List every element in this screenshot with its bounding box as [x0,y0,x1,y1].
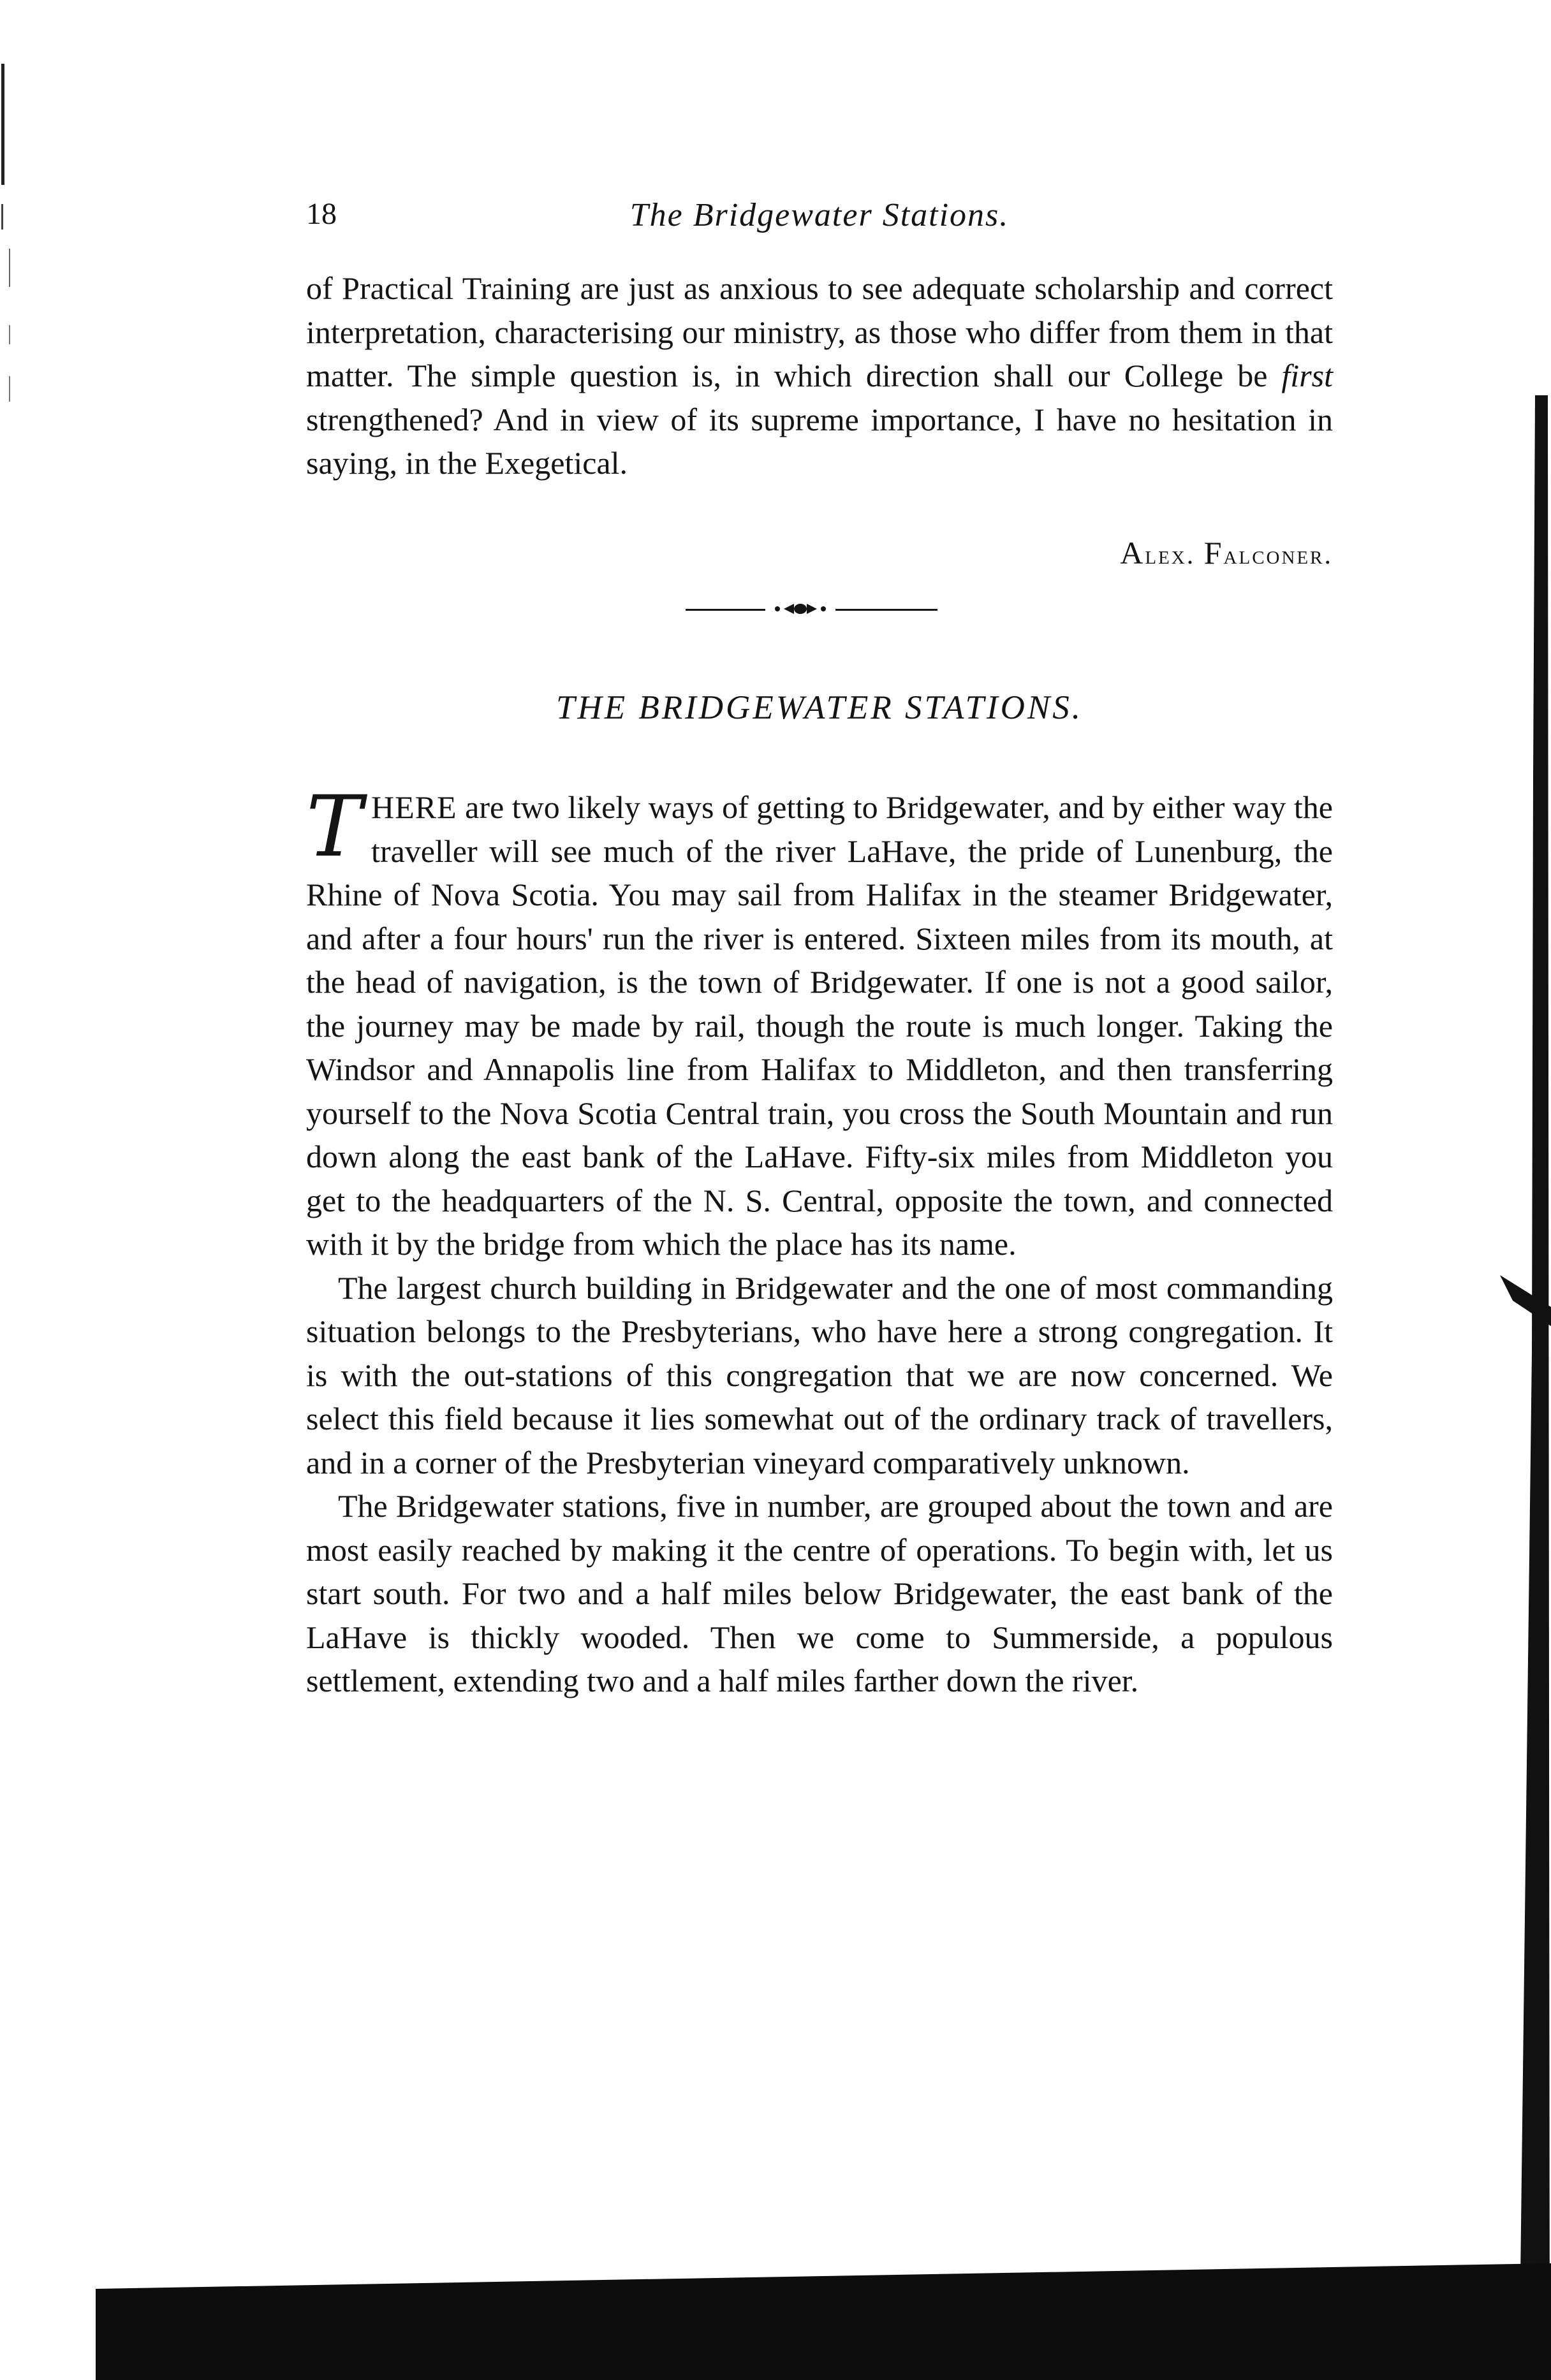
opening-caps: HERE [371,789,457,825]
author-signature [1120,534,1333,571]
scan-margin-marks [0,57,19,414]
continuation-text: of Practical Training are just as anxious to see adequate scholarship and correct interpretation, characterising our ministry, as those who differ from them in that matter. The simple question is, in which direction shall our College be [306,270,1333,393]
signature-first: lex. [1145,541,1196,570]
article-paragraph-1 [306,778,1333,1266]
page-number: 18 [306,197,337,231]
page-header [306,196,1333,247]
emphasis-first: first [1281,358,1333,393]
continuation-text-after: strengthened? And in view of its supreme importance, I have no hesitation in saying, in the Exegetical. [306,401,1333,481]
paragraph-1-text: are two likely ways of getting to Bridgewater, and by either way the traveller will see much of the river LaHave, the pride of Lunenburg, the Rhine of Nova Scotia. You may sail from Halifax in the steamer Bridgewater, and after a four hours' run the river is entered. Sixteen miles from its mouth, at the head of navigation, is the town of Bridgewater. If one is not a good sailor, the journey may be made by rail, though the route is much longer. Taking the Windsor and Annapolis line from Halifax to Middleton, and then transferring yourself to the Nova Scotia Central train, you cross the South Mountain and run down along the east bank of the LaHave. Fifty-six miles from Middleton you get to the headquarters of the N. S. Central, opposite the town, and connected with it by the bridge from which the place has its name. [306,789,1333,1262]
scan-right-edge [1500,395,1551,2380]
signature-last: alconer. [1223,541,1333,570]
drop-cap: T [306,778,363,876]
signature-initial-f: F [1203,535,1224,571]
article-paragraph-3: The Bridgewater stations, five in number, are grouped about the town and are most easily reached by making it the centre of operations. To begin with, let us start south. For two and a half miles below Bridgewater, the east bank of the LaHave is thickly wooded. Then we come to Summerside, a populous settlement, extending two and a half miles farther down the river. [306,1488,1333,1698]
running-head: The Bridgewater Stations. [629,197,1010,233]
ornament-icon [765,600,835,618]
signature-initial-a: A [1120,535,1145,571]
continuation-block [306,266,1333,485]
continuation-paragraph [306,266,1333,485]
article-title: THE BRIDGEWATER STATIONS. [556,689,1083,726]
article-paragraph-2: The largest church building in Bridgewater and the one of most commanding situation belongs to the Presbyterians, who have here a strong congregation. It is with the out-stations of this congregation that we are now concerned. We select this field because it lies somewhat out of the ordinary track of travellers, and in a corner of the Presbyterian vineyard comparatively unknown. [306,1269,1333,1480]
article-body [306,778,1333,1703]
scan-bottom-shadow [96,2263,1551,2380]
